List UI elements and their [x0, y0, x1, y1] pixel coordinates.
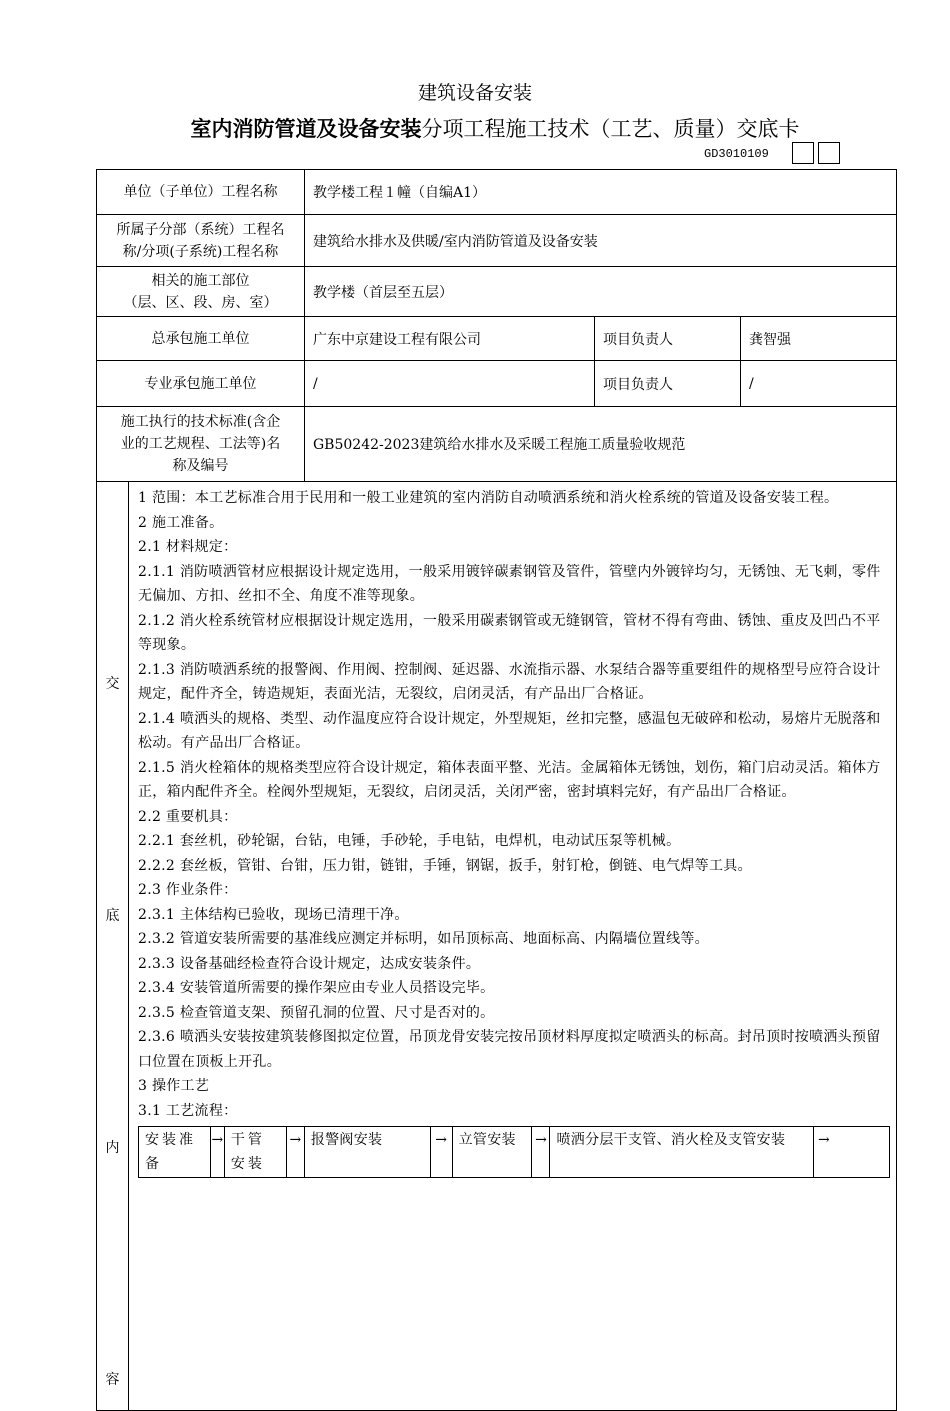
- flow-arrow-icon: →: [532, 1127, 550, 1178]
- row-content: [97, 482, 897, 1411]
- sub-project-label-line2: 称/分项(子系统)工程名称: [122, 243, 279, 260]
- content-paragraph: 2.1.4 喷洒头的规格、类型、动作温度应符合设计规定，外型规矩，丝扣完整，感温包无破碎和松动，易熔片无脱落和松动。有产品出厂合格证。: [138, 710, 881, 751]
- unit-name-label: 单位（子单位）工程名称: [97, 170, 305, 215]
- briefing-content: [129, 482, 897, 1411]
- process-flow-table: [138, 1126, 890, 1178]
- info-table: [96, 169, 897, 1411]
- location-value: 教学楼（首层至五层）: [305, 267, 897, 317]
- sub-project-label-line1: 所属子分部（系统）工程名: [116, 221, 285, 238]
- content-paragraph: 2.1.5 消火栓箱体的规格类型应符合设计规定，箱体表面平整、光洁。金属箱体无锈蚀，划伤，箱门启动灵活。箱体方正，箱内配件齐全。栓阀外型规矩，无裂纹，启闭灵活，关闭严密，密封填料完好，有产品出厂合格证。: [138, 759, 881, 800]
- standard-label-line2: 业的工艺规程、工法等)名: [120, 436, 281, 452]
- flow-step-riser: 立管安装: [452, 1127, 532, 1178]
- flow-arrow-icon: →: [430, 1127, 452, 1178]
- special-pm-value: /: [741, 361, 897, 407]
- code-checkbox-2: [818, 142, 840, 164]
- flow-step-main-pipe: 干管安装: [224, 1127, 286, 1178]
- location-label-line2: （层、区、段、房、室）: [123, 294, 278, 311]
- content-paragraph: 2 施工准备。: [138, 514, 224, 531]
- process-flow-row: [139, 1127, 890, 1178]
- content-side-label: [97, 482, 129, 1411]
- side-char-3: 内: [105, 1140, 120, 1156]
- content-paragraph: 2.3.6 喷洒头安装按建筑装修图拟定位置，吊顶龙骨安装完按吊顶材料厚度拟定喷洒头的标高。封吊顶时按喷洒头预留口位置在顶板上开孔。: [138, 1029, 881, 1070]
- standard-label-line3: 称及编号: [172, 458, 229, 474]
- sub-project-label: [97, 215, 305, 267]
- content-paragraph: 2.1.3 消防喷洒系统的报警阀、作用阀、控制阀、延迟器、水流指示器、水泵结合器等重要组件的规格型号应符合设计规定，配件齐全，铸造规矩，表面光洁，无裂纹，启闭灵活，有产品出厂合格证。: [138, 661, 881, 702]
- content-paragraph: 2.2 重要机具：: [138, 808, 238, 825]
- content-paragraph: 2.3.4 安装管道所需要的操作架应由专业人员搭设完毕。: [138, 980, 495, 996]
- special-contractor-label: 专业承包施工单位: [97, 361, 305, 407]
- content-paragraph: 2.3 作业条件：: [138, 882, 238, 898]
- content-paragraph: 2.1.1 消防喷洒管材应根据设计规定选用，一般采用镀锌碳素钢管及管件，管壁内外镀锌均匀，无锈蚀、无飞刺，零件无偏加、方扣、丝扣不全、角度不准等现象。: [138, 563, 881, 604]
- content-paragraph: 2.1.2 消火栓系统管材应根据设计规定选用，一般采用碳素钢管或无缝钢管，管材不得有弯曲、锈蚀、重皮及凹凸不平等现象。: [138, 612, 881, 653]
- side-char-2: 底: [105, 908, 120, 924]
- general-pm-label: 项目负责人: [595, 317, 741, 361]
- flow-step-prepare: 安装准备: [139, 1127, 211, 1178]
- unit-name-value: 教学楼工程１幢（自编A1）: [305, 170, 897, 215]
- row-sub-project: [97, 215, 897, 267]
- document-main-title: [0, 113, 950, 143]
- special-pm-label: 项目负责人: [595, 361, 741, 407]
- content-paragraph: 2.3.5 检查管道支架、预留孔洞的位置、尺寸是否对的。: [138, 1004, 495, 1021]
- standard-value: GB50242-2023建筑给水排水及采暖工程施工质量验收规范: [305, 407, 897, 482]
- content-paragraph: 2.3.3 设备基础经检查符合设计规定，达成安装条件。: [138, 955, 481, 972]
- flow-step-branch: 喷洒分层干支管、消火栓及支管安装: [550, 1127, 814, 1178]
- location-label: [97, 267, 305, 317]
- content-paragraph: 2.2.2 套丝板，管钳、台钳，压力钳，链钳，手锤，钢锯，扳手，射钉枪，倒链、电气焊等工具。: [138, 857, 752, 874]
- standard-label-line1: 施工执行的技术标准(含企: [120, 414, 281, 430]
- content-paragraph: 1 范围：本工艺标准合用于民用和一般工业建筑的室内消防自动喷洒系统和消火栓系统的管道及设备安装工程。: [138, 490, 839, 506]
- content-paragraph: 3 操作工艺: [138, 1078, 210, 1094]
- general-pm-value: 龚智强: [741, 317, 897, 361]
- title-rest-part: 分项工程施工技术（工艺、质量）交底卡: [421, 117, 800, 141]
- special-contractor-value: /: [305, 361, 595, 407]
- row-unit-name: [97, 170, 897, 215]
- general-contractor-label: 总承包施工单位: [97, 317, 305, 361]
- content-paragraph: 3.1 工艺流程：: [138, 1102, 238, 1119]
- flow-step-alarm-valve: 报警阀安装: [304, 1127, 430, 1178]
- document-code: GD3010109: [704, 147, 769, 161]
- flow-arrow-icon: →: [814, 1127, 890, 1178]
- side-char-4: 容: [105, 1372, 120, 1388]
- code-checkbox-1: [792, 142, 814, 164]
- row-general-contractor: [97, 317, 897, 361]
- document-category-title: 建筑设备安装: [417, 82, 532, 104]
- row-special-contractor: [97, 361, 897, 407]
- content-paragraph: 2.2.1 套丝机，砂轮锯，台钻，电锤，手砂轮，手电钻，电焊机，电动试压泵等机械。: [138, 833, 681, 849]
- flow-arrow-icon: →: [210, 1127, 224, 1178]
- content-paragraph: 2.3.2 管道安装所需要的基准线应测定并标明，如吊顶标高、地面标高、内隔墙位置线等。: [138, 931, 709, 947]
- content-paragraph: 2.1 材料规定：: [138, 539, 238, 555]
- side-char-1: 交: [105, 676, 120, 692]
- sub-project-value: 建筑给水排水及供暖/室内消防管道及设备安装: [305, 215, 897, 267]
- row-standard: [97, 407, 897, 482]
- general-contractor-value: 广东中京建设工程有限公司: [305, 317, 595, 361]
- title-bold-part: 室内消防管道及设备安装: [190, 117, 422, 141]
- content-paragraph: 2.3.1 主体结构已验收，现场已清理干净。: [138, 906, 409, 923]
- location-label-line1: 相关的施工部位: [151, 272, 250, 289]
- row-location: [97, 267, 897, 317]
- flow-arrow-icon: →: [286, 1127, 304, 1178]
- standard-label: [97, 407, 305, 482]
